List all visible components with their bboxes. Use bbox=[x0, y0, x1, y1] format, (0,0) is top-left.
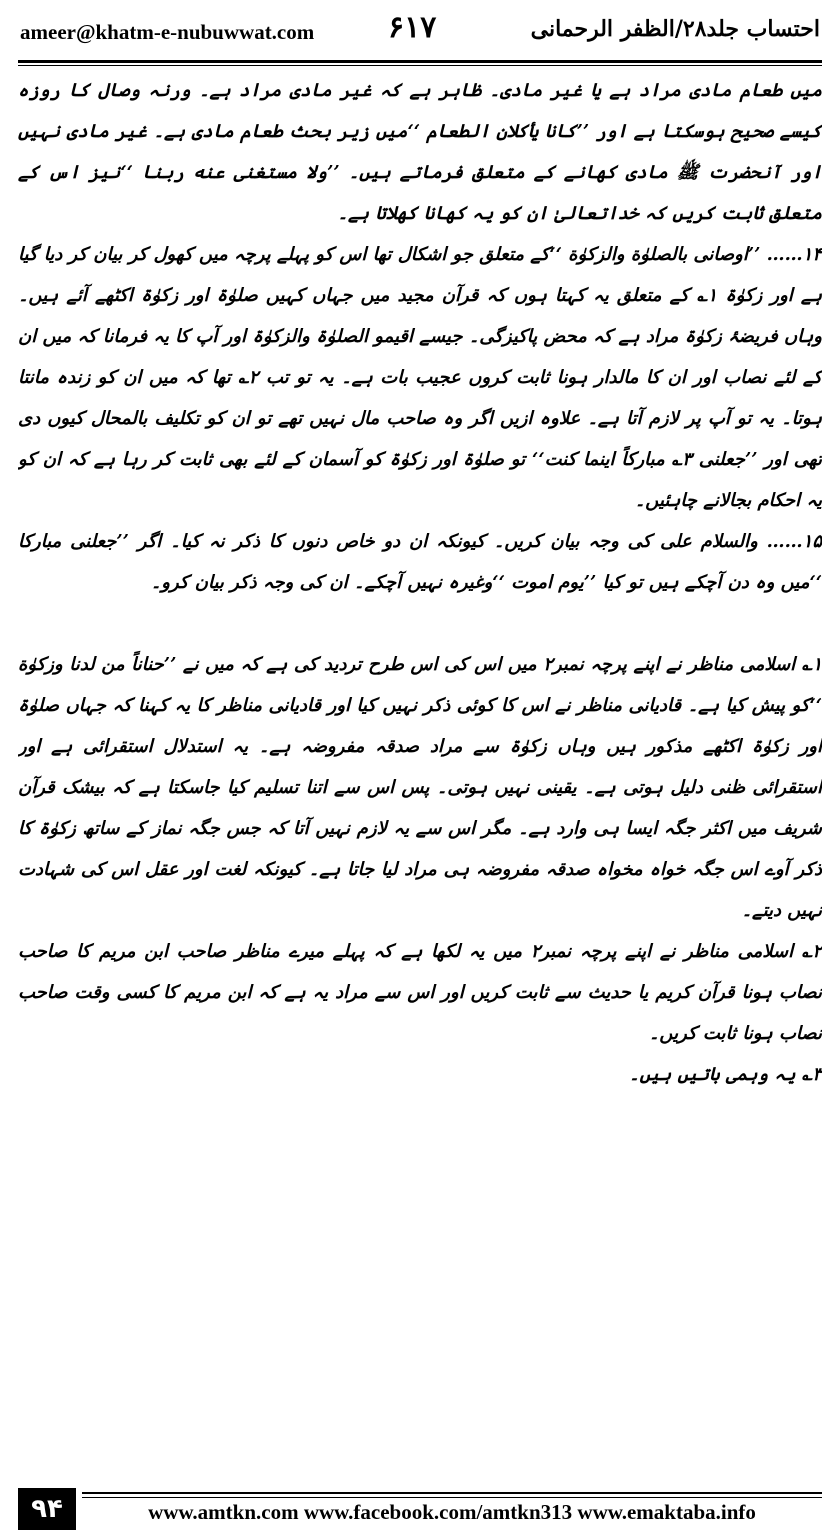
paragraph-continued: میں طعام مادی مراد ہے یا غیر مادی۔ ظاہر ہے کہ غیر مادی مراد ہے۔ ورنہ وصال کا روزہ کیسے صحیح ہوسکتا ہے اور ’’کانا یأکلان الطعام ‘‘میں زیر بحث طعام مادی ہے۔ غیر مادی نہیں اور آنحضرت ﷺ مادی کھانے کے متعلق فرماتے ہیں۔ ’’ولا مستغنی عنه ربنا ‘‘نیز اس کے متعلق ثابت کریں کہ خداتعالیٰ ان کو یہ کھانا کھلاتا ہے۔ bbox=[18, 80, 822, 224]
page-header bbox=[20, 6, 820, 58]
page-body bbox=[18, 70, 822, 1465]
footer-links: www.amtkn.com www.facebook.com/amtkn313 www.emaktaba.info bbox=[148, 1500, 756, 1524]
header-page-number: ۶۱۷ bbox=[388, 10, 437, 45]
footnote-separator bbox=[18, 603, 822, 644]
paragraph-item-14: ۱۴…… ’’اوصانی بالصلوٰة والزکوٰة ‘‘کے متعلق جو اشکال تھا اس کو پہلے پرچہ میں کھول کر بیان کر دیا گیا ہے اور زکوٰۃ ۱؎ کے متعلق یہ کہتا ہوں کہ قرآن مجید میں جہاں کہیں صلوٰۃ اور زکوٰۃ اکٹھے آئے ہیں۔ وہاں فریضۂ زکوٰۃ مراد ہے کہ محض پاکیزگی۔ جیسے اقیمو الصلوٰۃ والزکوٰۃ اور آپ کا یہ فرمانا کہ میں ان کے لئے نصاب اور ان کا مالدار ہونا ثابت کروں عجیب بات ہے۔ یہ تو تب ۲؎ تھا کہ میں ان کو زندہ مانتا ہوتا۔ یہ تو آپ پر لازم آتا ہے۔ علاوہ ازیں اگر وہ صاحب مال نہیں تھے تو ان کو تکلیف بالمحال کیوں دی تھی اور ’’جعلنی ۳؎ مبارکاً اینما کنت‘‘ تو صلوٰۃ اور زکوٰۃ کو آسمان کے لئے بھی ثابت کر رہا ہے کہ ان کو یہ احکام بجالانے چاہئیں۔ bbox=[18, 244, 822, 511]
footer-rule-thin bbox=[82, 1497, 822, 1498]
paragraph-item-15: ۱۵…… والسلام علی کی وجہ بیان کریں۔ کیونکہ ان دو خاص دنوں کا ذکر نہ کیا۔ اگر ’’جعلنی مبارکا ‘‘میں وہ دن آچکے ہیں تو کیا ’’یوم اموت ‘‘وغیرہ نہیں آچکے۔ ان کی وجہ ذکر بیان کرو۔ bbox=[18, 531, 822, 593]
header-email: ameer@khatm-e-nubuwwat.com bbox=[20, 20, 315, 44]
header-rule bbox=[18, 60, 822, 66]
footer-page-number: ۹۴ bbox=[18, 1488, 76, 1530]
page-footer bbox=[18, 1488, 822, 1532]
footnote-3: ۳؎ یہ وہمی باتیں ہیں۔ bbox=[629, 1064, 822, 1085]
footnote-2: ۲؎ اسلامی مناظر نے اپنے پرچہ نمبر۲ میں یہ لکھا ہے کہ پہلے میرے مناظر صاحب ابن مریم کا صاحب نصاب ہونا قرآن کریم یا حدیث سے ثابت کریں اور اس سے مراد یہ ہے کہ ابن مریم کا کسی وقت صاحب نصاب ہونا ثابت کریں۔ bbox=[18, 941, 822, 1044]
footnote-1: ۱؎ اسلامی مناظر نے اپنے پرچہ نمبر۲ میں اس کی اس طرح تردید کی ہے کہ میں نے ’’حناناً من لدنا وزکوٰة ‘‘کو پیش کیا ہے۔ قادیانی مناظر نے اس کا کوئی ذکر نہیں کیا اور قادیانی مناظر کا یہ کہنا کہ جہاں صلوٰۃ اور زکوٰۃ اکٹھے مذکور ہیں وہاں زکوٰۃ سے مراد صدقہ مفروضہ ہے۔ یہ استدلال استقرائی ہے اور استقرائی ظنی دلیل ہوتی ہے۔ یقینی نہیں ہوتی۔ پس اس سے اتنا تسلیم کیا جاسکتا ہے کہ بیشک قرآن شریف میں اکثر جگہ ایسا ہی وارد ہے۔ مگر اس سے یہ لازم نہیں آتا کہ جس جگہ نماز کے ساتھ زکوٰۃ کا ذکر آوے اس جگہ خواہ مخواہ صدقہ مفروضہ ہی مراد لیا جاتا ہے۔ کیونکہ لغت اور عقل اس کی شہادت نہیں دیتے۔ bbox=[18, 654, 822, 921]
footer-rule-thick bbox=[82, 1492, 822, 1494]
header-title: احتساب جلد۲۸/الظفر الرحمانی bbox=[530, 16, 820, 42]
